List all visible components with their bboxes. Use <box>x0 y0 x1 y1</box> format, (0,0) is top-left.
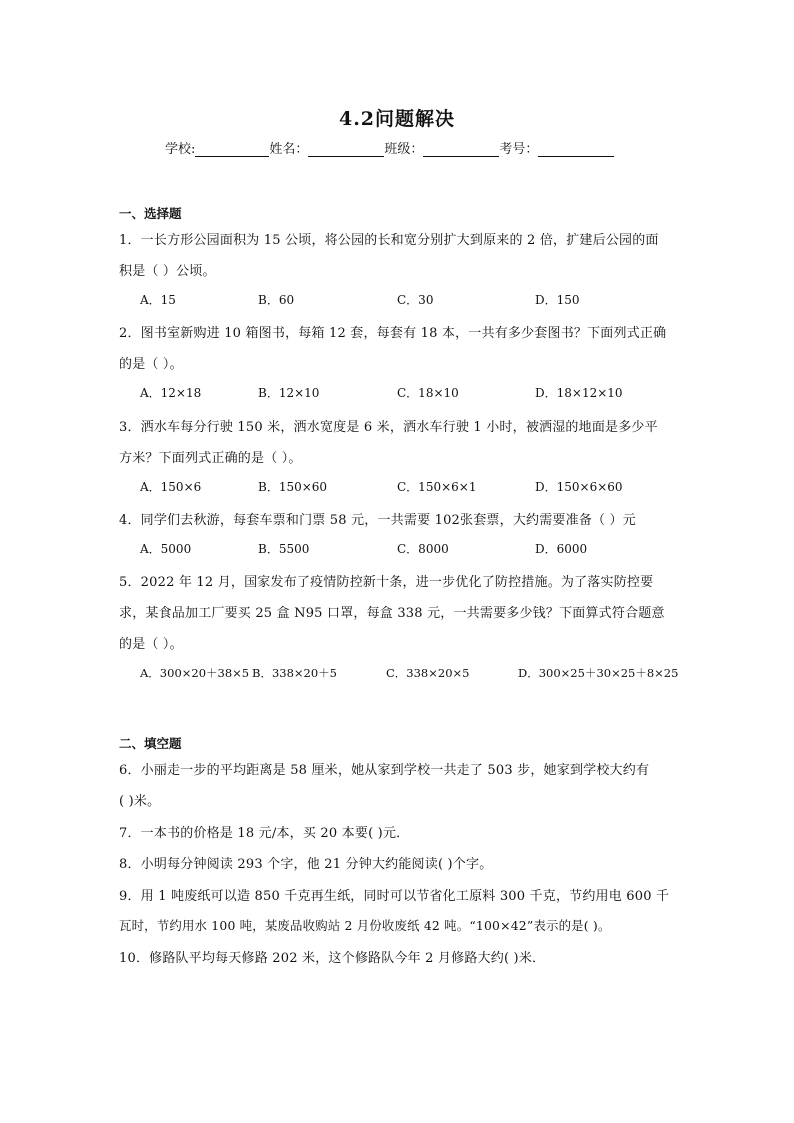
question-3-option-d[interactable]: D．150×6×60 <box>535 480 623 494</box>
question-10-line-1: 10．修路队平均每天修路 202 米，这个修路队今年 2 月修路大约( )米． <box>119 951 546 966</box>
question-3-line-1: 3．洒水车每分行驶 150 米，洒水宽度是 6 米，洒水车行驶 1 小时，被洒湿的地面是多少平 <box>119 420 658 435</box>
question-5-line-1: 5．2022 年 12 月，国家发布了疫情防控新十条，进一步优化了防控措施。为了落实防控要 <box>119 575 654 590</box>
question-3-line-2: 方米？下面列式正确的是（ ）。 <box>119 451 302 466</box>
school-blank[interactable] <box>195 142 269 157</box>
question-2-line-2: 的是（ ）。 <box>119 357 183 372</box>
question-6-line-2: ( )米。 <box>119 794 161 809</box>
question-4-option-c[interactable]: C．8000 <box>397 542 449 556</box>
question-5-option-c[interactable]: C．338×20×5 <box>386 666 470 680</box>
question-5-line-3: 的是（ ）。 <box>119 637 183 652</box>
student-info-row <box>165 138 614 157</box>
question-5-option-d[interactable]: D．300×25＋30×25＋8×25 <box>518 666 679 680</box>
section-heading-choice: 一、选择题 <box>119 206 182 221</box>
number-blank[interactable] <box>538 142 614 157</box>
question-8-line-1: 8．小明每分钟阅读 293 个字，他 21 分钟大约能阅读( )个字。 <box>119 857 493 872</box>
question-1-option-d[interactable]: D．150 <box>535 293 580 307</box>
question-2-option-d[interactable]: D．18×12×10 <box>535 386 623 400</box>
question-2-option-a[interactable]: A．12×18 <box>140 386 202 400</box>
class-blank[interactable] <box>423 142 499 157</box>
question-4-line-1: 4．同学们去秋游，每套车票和门票 58 元，一共需要 102张套票，大约需要准备（ ）元 <box>119 513 636 528</box>
school-label: 学校: <box>165 142 196 157</box>
question-9-line-2: 瓦时，节约用水 100 吨，某废品收购站 2 月份收废纸 42 吨。“100×42”表示的是( )。 <box>119 918 611 933</box>
question-6-line-1: 6．小丽走一步的平均距离是 58 厘米，她从家到学校一共走了 503 步，她家到学校大约有 <box>119 763 650 778</box>
section-heading-fill: 二、填空题 <box>119 736 182 751</box>
question-2-option-b[interactable]: B．12×10 <box>258 386 320 400</box>
question-3-option-a[interactable]: A．150×6 <box>140 480 202 494</box>
question-4-option-b[interactable]: B．5500 <box>258 542 310 556</box>
number-label: 考号： <box>499 142 539 157</box>
question-1-option-c[interactable]: C．30 <box>397 293 434 307</box>
question-4-option-a[interactable]: A．5000 <box>140 542 192 556</box>
question-1-option-b[interactable]: B．60 <box>258 293 295 307</box>
name-blank[interactable] <box>308 142 384 157</box>
question-1-line-1: 1．一长方形公园面积为 15 公顷，将公园的长和宽分别扩大到原来的 2 倍，扩建后公园的面 <box>119 233 659 248</box>
question-2-line-1: 2．图书室新购进 10 箱图书，每箱 12 套，每套有 18 本，一共有多少套图书？下面列式正确 <box>119 326 667 341</box>
page-title: 4.2问题解决 <box>338 108 456 130</box>
question-9-line-1: 9．用 1 吨废纸可以造 850 千克再生纸，同时可以节省化工原料 300 千克，节约用电 600 千 <box>119 889 670 904</box>
question-5-option-b[interactable]: B．338×20＋5 <box>252 666 337 680</box>
class-label: 班级： <box>384 142 424 157</box>
question-2-option-c[interactable]: C．18×10 <box>397 386 459 400</box>
question-3-option-c[interactable]: C．150×6×1 <box>397 480 477 494</box>
question-3-option-b[interactable]: B．150×60 <box>258 480 328 494</box>
name-label: 姓名： <box>269 142 309 157</box>
question-5-line-2: 求，某食品加工厂要买 25 盒 N95 口罩，每盒 338 元，一共需要多少钱？下面算式符合题意 <box>119 606 665 621</box>
question-1-line-2: 积是（ ）公顷。 <box>119 264 216 279</box>
question-1-option-a[interactable]: A．15 <box>140 293 176 307</box>
question-4-option-d[interactable]: D．6000 <box>535 542 588 556</box>
question-7-line-1: 7．一本书的价格是 18 元/本，买 20 本要( )元． <box>119 826 410 841</box>
question-5-option-a[interactable]: A．300×20＋38×5 <box>140 666 250 680</box>
